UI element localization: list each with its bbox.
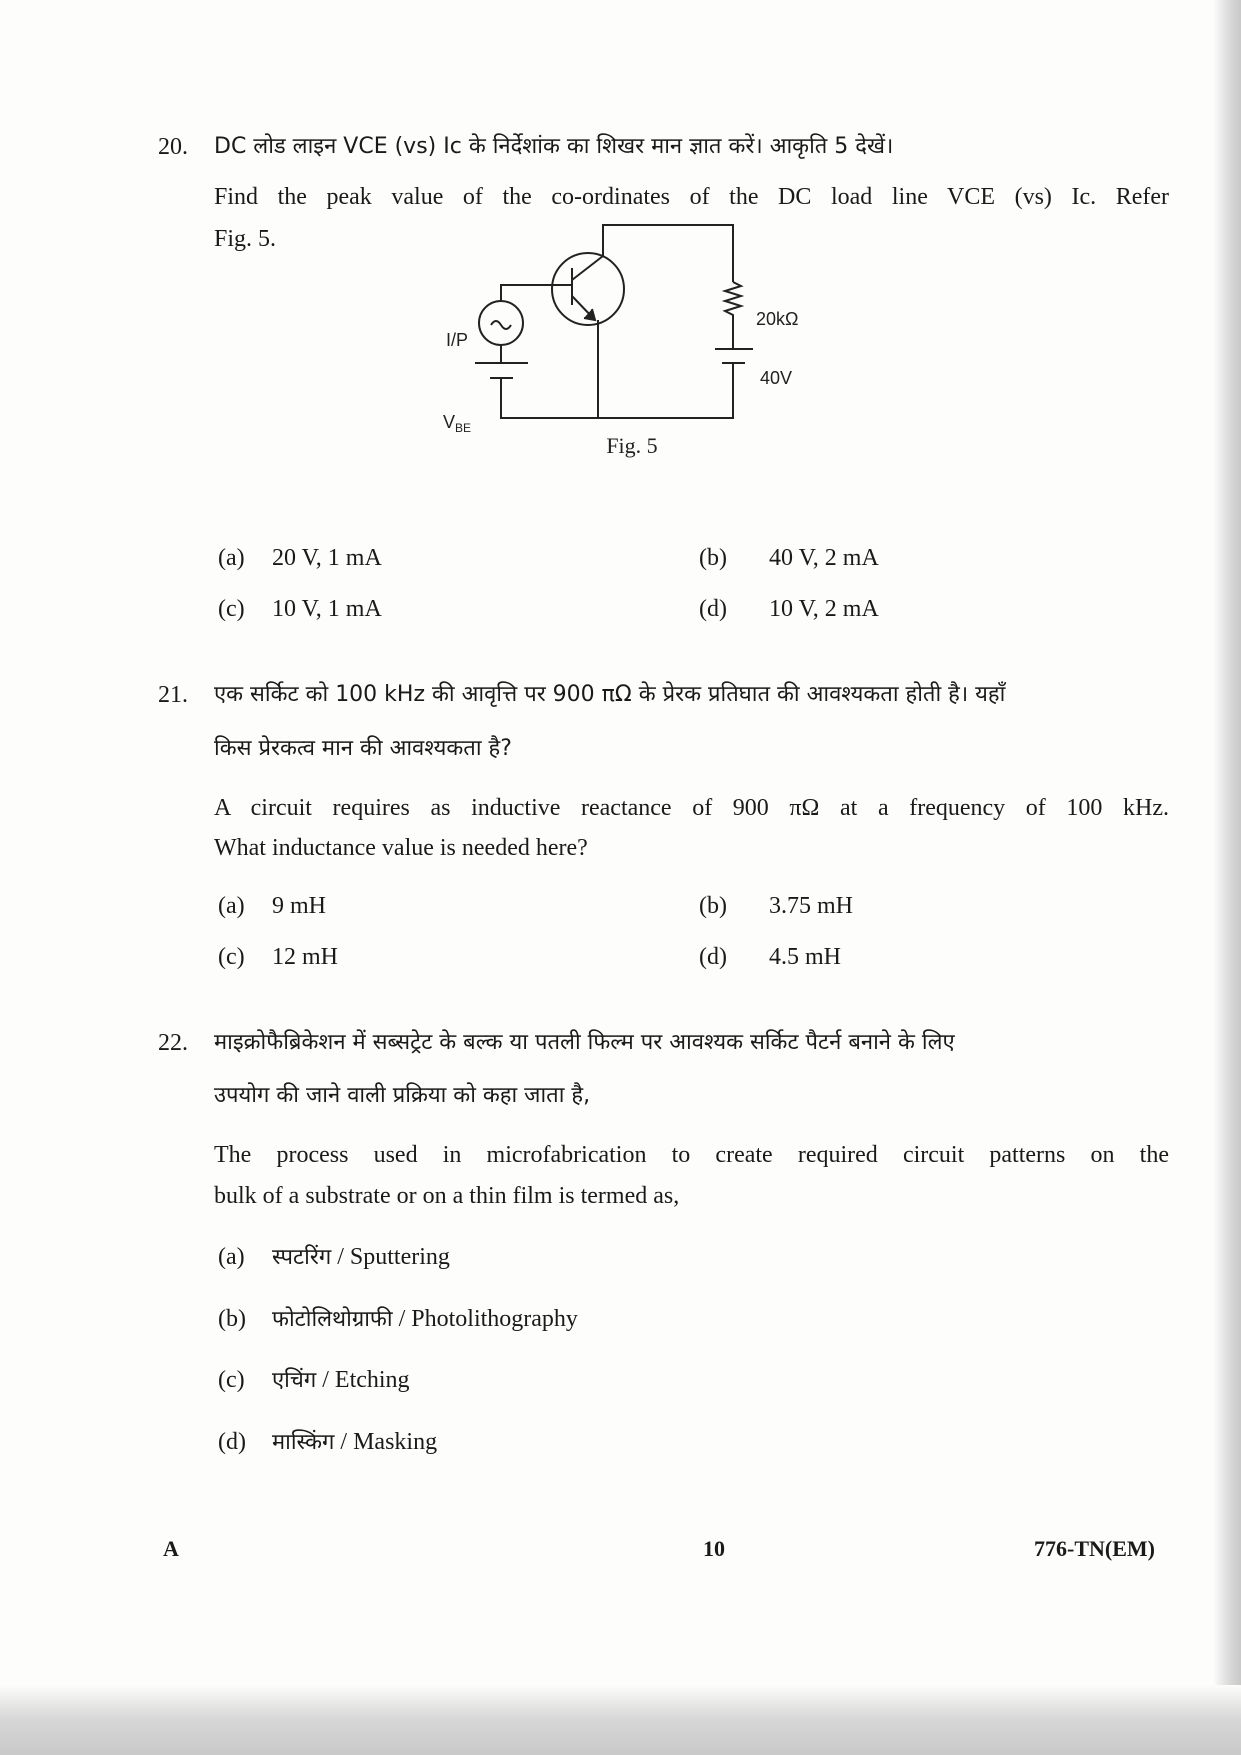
option-key: (a) <box>218 545 245 571</box>
option-key: (c) <box>218 596 245 622</box>
resistor-icon <box>725 282 741 349</box>
question-text-english: What inductance value is needed here? <box>214 835 588 861</box>
option-key: (b) <box>699 893 727 919</box>
question-text-hindi: माइक्रोफैब्रिकेशन में सब्सट्रेट के बल्क या पतली फिल्म पर आवश्यक सर्किट पैटर्न बनाने के लिए <box>214 1030 955 1055</box>
option-key: (a) <box>218 893 245 919</box>
paper-code: 776-TN(EM) <box>1034 1536 1155 1561</box>
collector-wire <box>603 225 733 282</box>
question-text-english: Find the peak value of the co-ordinates of the DC load line VCE (vs) Ic. Refer <box>214 184 1169 210</box>
option-text: 40 V, 2 mA <box>769 545 879 571</box>
figure-caption: Fig. 5 <box>606 433 658 458</box>
option-key: (a) <box>218 1244 245 1270</box>
question-number: 22. <box>158 1030 188 1056</box>
option-key: (b) <box>699 545 727 571</box>
option-text: 4.5 mH <box>769 944 841 970</box>
option-text: एचिंग / Etching <box>272 1367 410 1393</box>
option-key: (d) <box>218 1429 246 1455</box>
battery-label: 40V <box>760 368 793 388</box>
resistor-label: 20kΩ <box>756 309 799 329</box>
question-number: 21. <box>158 682 188 708</box>
base-wire <box>501 285 572 301</box>
option-key: (b) <box>218 1306 246 1332</box>
question-text-hindi: किस प्रेरकत्व मान की आवश्यकता है? <box>214 736 512 761</box>
option-key: (d) <box>699 944 727 970</box>
option-key: (c) <box>218 944 245 970</box>
option-text: फोटोलिथोग्राफी / Photolithography <box>272 1306 578 1332</box>
option-text: स्पटरिंग / Sputtering <box>272 1244 450 1270</box>
option-text: 20 V, 1 mA <box>272 545 382 571</box>
option-text: मास्किंग / Masking <box>272 1429 438 1455</box>
option-text: 10 V, 1 mA <box>272 596 382 622</box>
option-text: 3.75 mH <box>769 893 853 919</box>
input-label: I/P <box>446 330 469 350</box>
vbe-label: $V_{BE}$ <box>443 412 472 435</box>
option-text: 10 V, 2 mA <box>769 596 879 622</box>
question-text-english: A circuit requires as inductive reactance of 900 πΩ at a frequency of 100 kHz. <box>214 795 1169 821</box>
question-text-hindi: DC लोड लाइन VCE (vs) Ic के निर्देशांक का शिखर मान ज्ञात करें। आकृति 5 देखें। <box>214 134 894 159</box>
question-text-hindi: उपयोग की जाने वाली प्रक्रिया को कहा जाता है, <box>214 1083 591 1108</box>
page-number: 10 <box>703 1536 725 1561</box>
question-text-hindi: एक सर्किट को 100 kHz की आवृत्ति पर 900 πΩ के प्रेरक प्रतिघात की आवश्यकता होती है। यहाँ <box>214 682 1006 707</box>
series-label: A <box>163 1536 179 1561</box>
option-key: (d) <box>699 596 727 622</box>
question-text-english: bulk of a substrate or on a thin film is termed as, <box>214 1183 680 1209</box>
option-text: 12 mH <box>272 944 338 970</box>
ac-source-icon <box>479 301 523 345</box>
option-key: (c) <box>218 1367 245 1393</box>
question-text-english: The process used in microfabrication to create required circuit patterns on the <box>214 1142 1169 1168</box>
question-number: 20. <box>158 134 188 160</box>
option-text: 9 mH <box>272 893 326 919</box>
question-text-english: Fig. 5. <box>214 226 277 252</box>
